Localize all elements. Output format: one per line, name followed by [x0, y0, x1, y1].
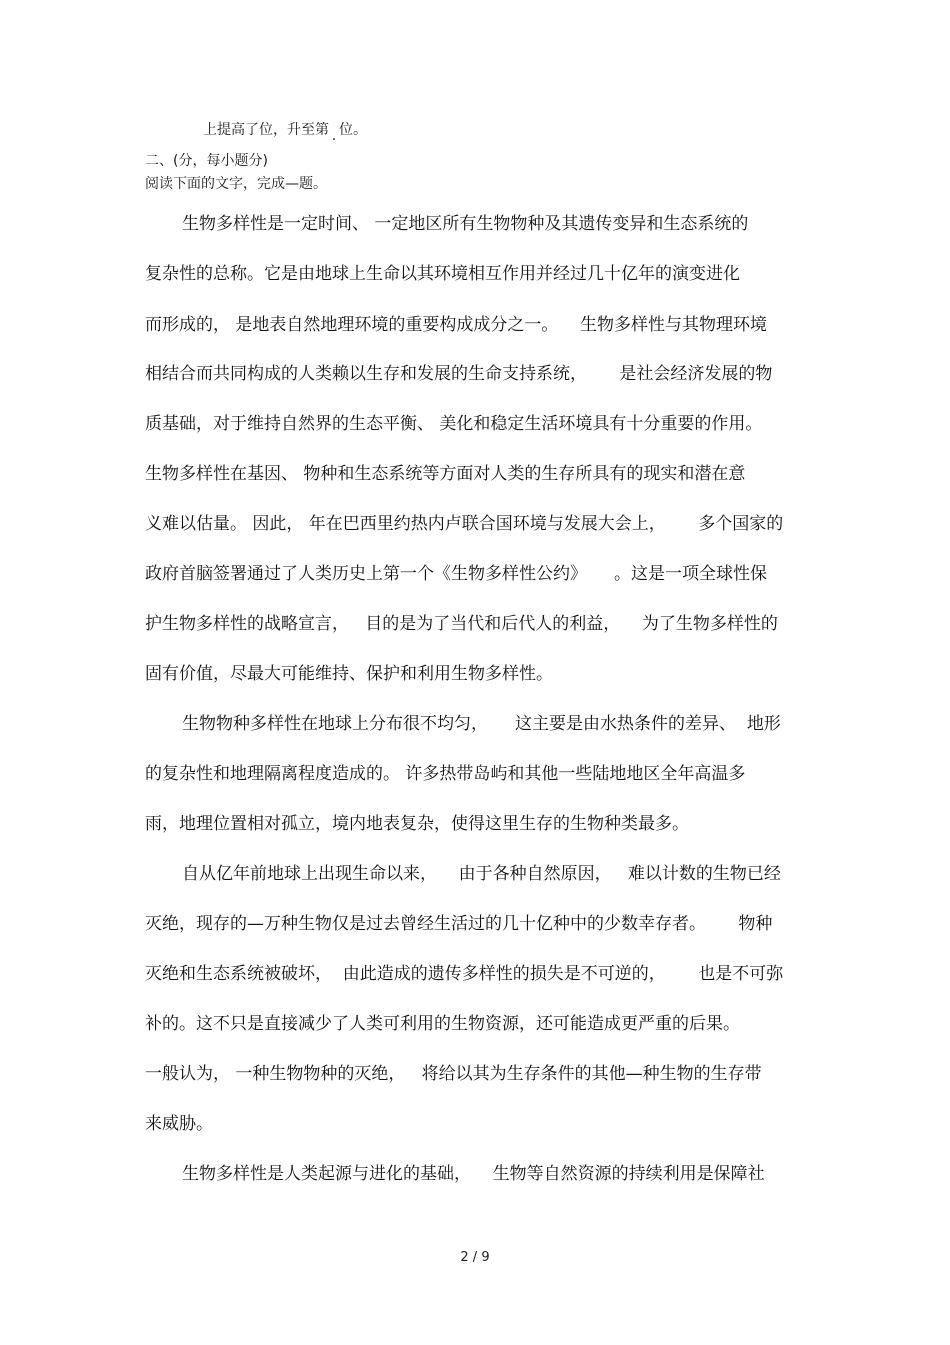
paragraph-line: 护生物多样性的战略宣言， 目的是为了当代和后代人的利益， 为了生物多样性的 [145, 614, 778, 634]
header-line-1-end: 位。 [339, 122, 367, 138]
page-number: 2 / 9 [460, 1250, 490, 1265]
paragraph-line: 的复杂性和地理隔离程度造成的。 许多热带岛屿和其他一些陆地地区全年高温多 [145, 764, 746, 784]
paragraph-line: 政府首脑签署通过了人类历史上第一个《生物多样性公约》 。这是一项全球性保 [145, 564, 768, 584]
paragraph-line: 而形成的， 是地表自然地理环境的重要构成成分之一。 生物多样性与其物理环境 [145, 315, 768, 335]
paragraph-line: 灭绝和生态系统被破坏， 由此造成的遗传多样性的损失是不可逆的， 也是不可弥 [145, 964, 784, 984]
paragraph-line: 固有价值，尽最大可能维持、保护和利用生物多样性。 [145, 664, 553, 684]
paragraph-line: 补的。这不只是直接减少了人类可利用的生物资源，还可能造成更严重的后果。 [145, 1014, 740, 1034]
paragraph-line: 义难以估量。 因此， 年在巴西里约热内卢联合国环境与发展大会上， 多个国家的 [145, 514, 784, 534]
paragraph-line: 质基础，对于维持自然界的生态平衡、 美化和稳定生活环境具有十分重要的作用。 [145, 414, 763, 434]
paragraph-line: 来威胁。 [145, 1114, 213, 1134]
paragraph-line: 自从亿年前地球上出现生命以来， 由于各种自然原因， 难以计数的生物已经 [182, 864, 781, 884]
paragraph-line: 雨，地理位置相对孤立，境内地表复杂，使得这里生存的生物种类最多。 [145, 814, 689, 834]
paragraph-line: 生物多样性是一定时间、 一定地区所有生物物种及其遗传变异和生态系统的 [182, 214, 749, 234]
paragraph-line: 灭绝，现存的—万种生物仅是过去曾经生活过的几十亿种中的少数幸存者。 物种 [145, 914, 773, 934]
reading-instruction: 阅读下面的文字，完成—题。 [145, 176, 327, 192]
header-line-1 [203, 121, 367, 144]
paragraph-line: 生物多样性在基因、 物种和生态系统等方面对人类的生存所具有的现实和潜在意 [145, 464, 746, 484]
header-line-1-dot: . [331, 128, 337, 144]
paragraph-line: 生物物种多样性在地球上分布很不均匀， 这主要是由水热条件的差异、 地形 [182, 714, 781, 734]
paragraph-line: 相结合而共同构成的人类赖以生存和发展的生命支持系统， 是社会经济发展的物 [145, 364, 773, 384]
paragraph-line: 一般认为， 一种生物物种的灭绝， 将给以其为生存条件的其他—种生物的生存带 [145, 1064, 762, 1084]
paragraph-line: 复杂性的总称。它是由地球上生命以其环境相互作用并经过几十亿年的演变进化 [145, 264, 740, 284]
section-title: 二、(分，每小题分) [145, 153, 268, 169]
header-line-1-start: 上提高了位，升至第 [203, 122, 329, 138]
paragraph-line: 生物多样性是人类起源与进化的基础， 生物等自然资源的持续利用是保障社 [182, 1164, 765, 1184]
